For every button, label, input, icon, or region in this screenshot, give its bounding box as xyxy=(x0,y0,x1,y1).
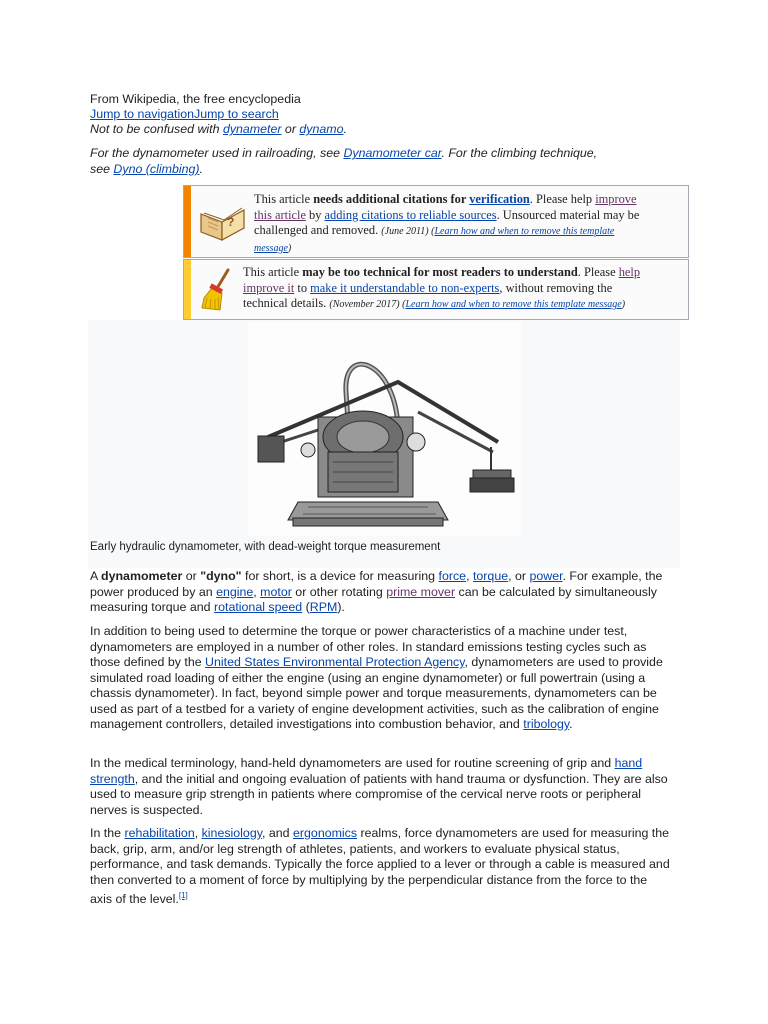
hatnote-text: For the dynamometer used in railroading, see xyxy=(90,146,344,160)
roles-paragraph xyxy=(90,624,670,733)
dyno-climbing-link[interactable]: Dyno (climbing) xyxy=(113,162,200,176)
dynamometer-car-link[interactable]: Dynamometer car xyxy=(343,146,442,160)
broom-icon xyxy=(198,268,238,312)
notice-text: This article xyxy=(254,192,314,206)
tribology-link[interactable]: tribology xyxy=(523,717,570,731)
para-text: , xyxy=(466,569,473,583)
notice-paren: ( xyxy=(399,299,406,310)
notice-paren: ) xyxy=(621,299,626,310)
para-text: realms, force dynamometers are used for measuring the back, grip, arm, and/or leg strength of athletes, patients, and workers to evaluate physical status, performance, and task demands. Typically the force applied to a lever or through a cable is measured and then converted to a moment of force by multiplying by the perpendicular distance from the force to the axis of the level. xyxy=(90,826,670,907)
force-link[interactable]: force xyxy=(438,569,467,583)
hatnote-text: . xyxy=(199,162,203,176)
para-text: In the xyxy=(90,826,125,840)
term-dynamometer: dynamometer xyxy=(101,569,183,583)
epa-link[interactable]: United States Environmental Protection Agency xyxy=(205,655,465,669)
make-understandable-link[interactable]: make it understandable to non-experts xyxy=(310,280,500,295)
learn-remove-link-2[interactable]: Learn how and when to remove this template message xyxy=(405,299,622,310)
para-text: ( xyxy=(302,600,310,614)
kinesiology-link[interactable]: kinesiology xyxy=(201,826,262,840)
figure-box xyxy=(88,320,680,568)
notice-bold: may be too technical for most readers to understand xyxy=(302,265,578,279)
para-text: , and xyxy=(262,826,294,840)
learn-remove-link-1b[interactable]: message xyxy=(254,242,288,254)
notice-paren: ( xyxy=(428,226,435,237)
notice-bold: needs additional citations for xyxy=(313,192,470,206)
para-text: can be calculated by simultaneously measuring torque and xyxy=(90,584,657,614)
hand-strength-link[interactable]: hand strength xyxy=(90,756,643,786)
technical-notice-text xyxy=(243,265,683,313)
notice-text: . Please xyxy=(577,265,619,279)
power-link[interactable]: power xyxy=(529,569,563,583)
learn-remove-link-1[interactable]: Learn how and when to remove this template xyxy=(434,226,615,237)
book-question-icon xyxy=(198,200,248,242)
too-technical-notice xyxy=(183,259,689,320)
para-text: for short, is a device for measuring xyxy=(241,569,439,583)
help-link[interactable]: help xyxy=(618,265,641,279)
para-text: , and the initial and ongoing evaluation of patients with hand trauma or dysfunction. They are also used to measure grip strength in patients where compromise of the cervical nerve roots or peripheral nerves is suspected. xyxy=(90,771,668,817)
medical-paragraph xyxy=(90,756,670,818)
ergonomics-link[interactable]: ergonomics xyxy=(293,826,358,840)
hatnote-text: or xyxy=(281,122,300,136)
hatnote-climbing xyxy=(90,162,203,177)
term-dyno: "dyno" xyxy=(200,569,242,583)
rpm-link[interactable]: RPM xyxy=(309,600,338,614)
para-text: . xyxy=(569,717,573,731)
hatnote-railroading xyxy=(90,146,597,161)
notice-text: to xyxy=(294,280,311,295)
from-wikipedia-line: From Wikipedia, the free encyclopedia xyxy=(90,92,301,106)
hatnote-text: see xyxy=(90,162,114,176)
reference-1-link[interactable]: [1] xyxy=(178,891,188,900)
intro-paragraph xyxy=(90,569,670,616)
notice-date: (November 2017) xyxy=(329,299,400,310)
this-article-link[interactable]: this article xyxy=(254,207,306,222)
para-text: ). xyxy=(337,600,345,614)
figure-caption: Early hydraulic dynamometer, with dead-weight torque measurement xyxy=(90,541,441,553)
hatnote-text: . xyxy=(343,122,347,136)
hatnote-not-confused xyxy=(90,122,347,137)
para-text: In the medical terminology, hand-held dynamometers are used for routine screening of grip and xyxy=(90,756,615,770)
notice-text: This article xyxy=(243,265,303,279)
para-text: or other rotating xyxy=(291,584,387,599)
para-text: A xyxy=(90,569,102,583)
svg-text:?: ? xyxy=(227,215,235,229)
verification-link[interactable]: verification xyxy=(469,192,530,206)
improve-it-link[interactable]: improve it xyxy=(243,280,295,295)
torque-link[interactable]: torque xyxy=(472,569,509,583)
engine-link[interactable]: engine xyxy=(216,584,254,599)
dynamo-link[interactable]: dynamo xyxy=(299,122,344,136)
notice-text: challenged and removed. xyxy=(254,223,382,237)
para-text: or xyxy=(182,569,201,583)
rehabilitation-paragraph xyxy=(90,826,670,908)
notice-text: technical details. xyxy=(243,296,330,310)
adding-citations-link[interactable]: adding citations to reliable sources xyxy=(324,207,497,222)
hydraulic-dynamometer-image[interactable] xyxy=(248,322,521,536)
jump-to-navigation-link[interactable]: Jump to navigation xyxy=(90,107,195,121)
para-text: , dynamometers are used to provide simulated road loading of either the engine (using an engine dynamometer) or full powertrain (using a chassis dynamometer). In fact, beyond simple power and torque measurements, dynamometers can be used as part of a testbed for a variety of engine development activities, such as the calibration of engine management controllers, detailed investigations into combustion behavior, and xyxy=(90,655,663,731)
notice-accent-bar xyxy=(184,260,191,319)
improve-link[interactable]: improve xyxy=(595,192,637,206)
motor-link[interactable]: motor xyxy=(260,584,292,599)
notice-text: . Unsourced material may be xyxy=(496,207,640,222)
citation-notice-text xyxy=(254,192,674,256)
para-text: . For example, the power produced by an xyxy=(90,569,663,599)
notice-text: by xyxy=(305,207,325,222)
notice-accent-bar xyxy=(184,186,191,257)
rehabilitation-link[interactable]: rehabilitation xyxy=(124,826,195,840)
hatnote-text: . For the climbing technique, xyxy=(441,146,598,160)
notice-date: (June 2011) xyxy=(381,226,429,237)
notice-paren: ) xyxy=(287,242,292,254)
prime-mover-link[interactable]: prime mover xyxy=(386,584,456,599)
para-text: In addition to being used to determine the torque or power characteristics of a machine under test, dynamometers are employed in a number of other roles. In standard emissions testing cycles such as those defined by the xyxy=(90,624,647,669)
para-text: , or xyxy=(508,569,530,583)
hatnote-text: Not to be confused with xyxy=(90,122,223,136)
para-text: , xyxy=(253,584,261,599)
dynameter-link[interactable]: dynameter xyxy=(222,122,282,136)
para-text: , xyxy=(194,826,202,840)
citation-needed-notice xyxy=(183,185,689,258)
notice-text: , without removing the xyxy=(499,280,613,295)
jump-links xyxy=(90,107,279,122)
rotational-speed-link[interactable]: rotational speed xyxy=(214,600,303,614)
jump-to-search-link[interactable]: Jump to search xyxy=(194,107,279,121)
notice-text: . Please help xyxy=(529,192,596,206)
